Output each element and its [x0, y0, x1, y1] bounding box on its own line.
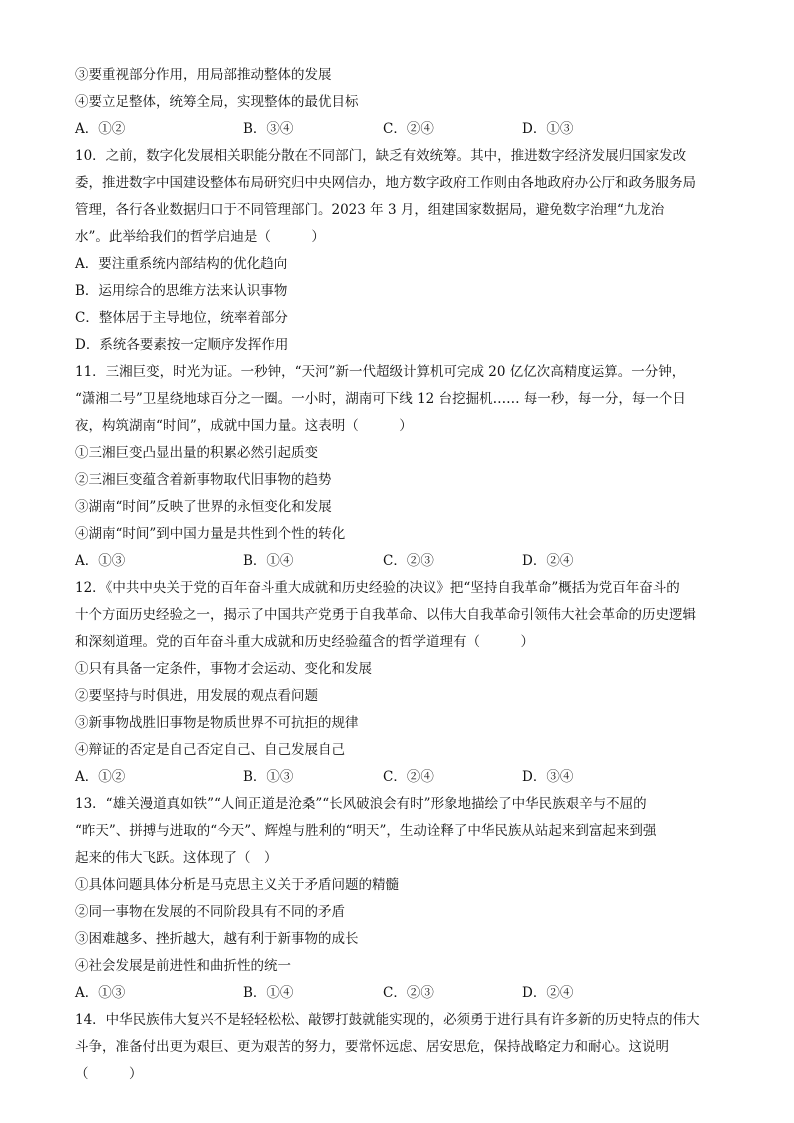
q13-statement-3: ③困难越多、挫折越大，越有利于新事物的成长 [75, 931, 359, 947]
q13-statement-1: ①具体问题具体分析是马克思主义关于矛盾问题的精髓 [75, 877, 399, 893]
q11-option-d: D．②④ [522, 553, 574, 569]
q12-option-c: C．②④ [383, 769, 434, 785]
q14-stem-line: 斗争，准备付出更为艰巨、更为艰苦的努力，要常怀远虑、居安思危，保持战略定力和耐心。这说明 [75, 1039, 669, 1055]
q11-option-c: C．②③ [383, 553, 434, 569]
q11-option-b: B．①④ [243, 553, 294, 569]
q11-option-a: A．①③ [75, 553, 126, 569]
q13-statement-2: ②同一事物在发展的不同阶段具有不同的矛盾 [75, 904, 345, 920]
q14-stem-line: 14．中华民族伟大复兴不是轻轻松松、敲锣打鼓就能实现的，必须勇于进行具有许多新的历史特点的伟大 [75, 1012, 700, 1028]
option-d: D．①③ [522, 121, 574, 137]
q12-statement-1: ①只有具备一定条件，事物才会运动、变化和发展 [75, 661, 372, 677]
q10-option-d: D．系统各要素按一定顺序发挥作用 [75, 337, 289, 353]
q13-statement-4: ④社会发展是前进性和曲折性的统一 [75, 958, 291, 974]
option-c: C．②④ [383, 121, 434, 137]
statement-3: ③要重视部分作用，用局部推动整体的发展 [75, 67, 332, 83]
q11-statement-3: ③湖南“时间”反映了世界的永恒变化和发展 [75, 499, 332, 515]
q12-option-b: B．①③ [243, 769, 294, 785]
q11-statement-1: ①三湘巨变凸显出量的积累必然引起质变 [75, 445, 318, 461]
q11-stem-line: 11．三湘巨变，时光为证。一秒钟，“天河”新一代超级计算机可完成 20 亿亿次高精度运算。一分钟， [75, 364, 686, 380]
q10-stem-line: 管理，各行各业数据归口于不同管理部门。2023 年 3 月，组建国家数据局，避免数字治理“九龙治 [75, 202, 665, 218]
q10-option-c: C．整体居于主导地位，统率着部分 [75, 310, 288, 326]
q13-option-a: A．①③ [75, 985, 126, 1001]
q11-stem-line: 夜，构筑湖南“时间”，成就中国力量。这表明（ ） [75, 418, 413, 434]
q13-stem-line: “昨天”、拼搏与进取的“今天”、辉煌与胜利的“明天”，生动诠释了中华民族从站起来到富起来到强 [75, 823, 657, 839]
q12-statement-3: ③新事物战胜旧事物是物质世界不可抗拒的规律 [75, 715, 359, 731]
q12-stem-line: 12．《中共中央关于党的百年奋斗重大成就和历史经验的决议》把“坚持自我革命”概括为党百年奋斗的 [75, 580, 680, 596]
q13-stem-line: 13．“雄关漫道真如铁”“人间正道是沧桑”“长风破浪会有时”形象地描绘了中华民族艰辛与不屈的 [75, 796, 647, 812]
statement-4: ④要立足整体，统筹全局，实现整体的最优目标 [75, 94, 359, 110]
q12-option-d: D．③④ [522, 769, 574, 785]
q14-stem-line: （ ） [75, 1066, 143, 1082]
q10-stem-line: 水”。此举给我们的哲学启迪是（ ） [75, 229, 325, 245]
q13-option-b: B．①④ [243, 985, 294, 1001]
q12-stem-line: 十个方面历史经验之一，揭示了中国共产党勇于自我革命、以伟大自我革命引领伟大社会革命的历史逻辑 [75, 607, 696, 623]
q13-option-d: D．②④ [522, 985, 574, 1001]
q10-option-b: B．运用综合的思维方法来认识事物 [75, 283, 288, 299]
option-a: A．①② [75, 121, 126, 137]
q13-stem-line: 起来的伟大飞跃。这体现了（ ） [75, 850, 278, 866]
q12-statement-2: ②要坚持与时俱进，用发展的观点看问题 [75, 688, 318, 704]
q10-option-a: A．要注重系统内部结构的优化趋向 [75, 256, 288, 272]
q12-statement-4: ④辩证的否定是自己否定自己、自己发展自己 [75, 742, 345, 758]
q10-stem-line: 10．之前，数字化发展相关职能分散在不同部门，缺乏有效统筹。其中，推进数字经济发展归国家发改 [75, 148, 687, 164]
q11-stem-line: “潇湘二号”卫星绕地球百分之一圈。一小时，湖南可下线 12 台挖掘机…… 每一秒，每一分，每一个日 [75, 391, 686, 407]
q12-stem-line: 和深刻道理。党的百年奋斗重大成就和历史经验蕴含的哲学道理有（ ） [75, 634, 534, 650]
q11-statement-2: ②三湘巨变蕴含着新事物取代旧事物的趋势 [75, 472, 332, 488]
option-b: B．③④ [243, 121, 294, 137]
q13-option-c: C．②③ [383, 985, 434, 1001]
q11-statement-4: ④湖南“时间”到中国力量是共性到个性的转化 [75, 526, 346, 542]
q10-stem-line: 委，推进数字中国建设整体布局研究归中央网信办，地方数字政府工作则由各地政府办公厅和政务服务局 [75, 175, 696, 191]
q12-option-a: A．①② [75, 769, 126, 785]
